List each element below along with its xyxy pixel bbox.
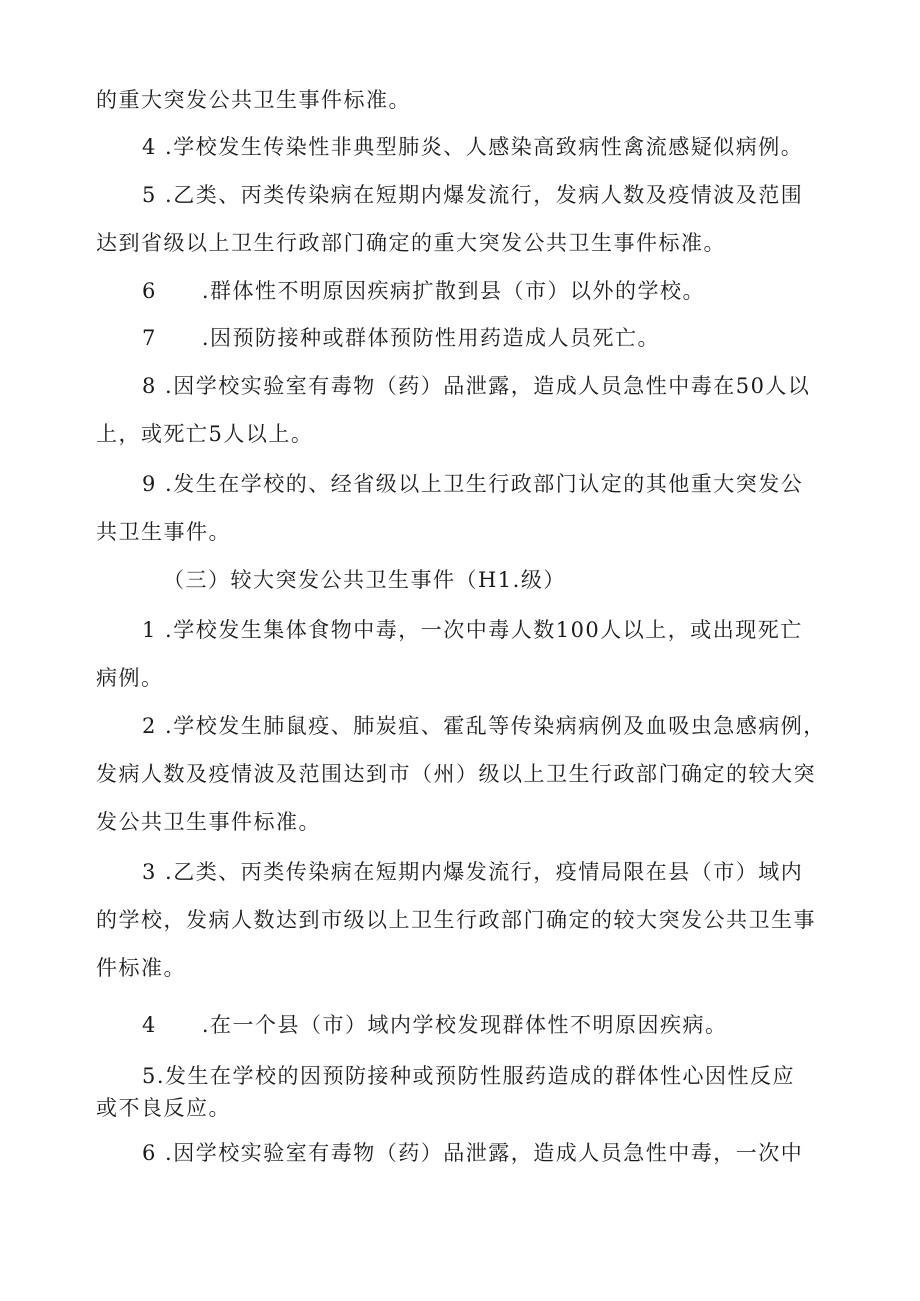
text-line: 的重大突发公共卫生事件标准。 — [96, 88, 411, 112]
text-line: 病例。 — [96, 666, 164, 690]
text-line: 达到省级以上卫生行政部门确定的重大突发公共卫生事件标准。 — [96, 231, 726, 255]
text-line: 9 .发生在学校的、经省级以上卫生行政部门认定的其他重大突发公 — [142, 472, 804, 496]
text-line: 件标准。 — [96, 956, 186, 980]
text-line: 发病人数及疫情波及范围达到市（州）级以上卫生行政部门确定的较大突 — [96, 762, 816, 786]
text-line: 6 .群体性不明原因疾病扩散到县（市）以外的学校。 — [142, 279, 706, 303]
text-line: 的学校，发病人数达到市级以上卫生行政部门确定的较大突发公共卫生事 — [96, 908, 816, 932]
text-line: 2 .学校发生肺鼠疫、肺炭疽、霍乱等传染病病例及血吸虫急感病例， — [142, 714, 826, 738]
text-line: 3 .乙类、丙类传染病在短期内爆发流行，疫情局限在县（市）域内 — [142, 860, 804, 884]
text-line: 5.发生在学校的因预防接种或预防性服药造成的群体性心因性反应 — [142, 1064, 796, 1088]
text-line: 4 .学校发生传染性非典型肺炎、人感染高致病性禽流感疑似病例。 — [142, 135, 804, 159]
text-line: 5 .乙类、丙类传染病在短期内爆发流行，发病人数及疫情波及范围 — [142, 183, 804, 207]
text-line: 或不良反应。 — [96, 1096, 231, 1120]
text-line: 6 .因学校实验室有毒物（药）品泄露，造成人员急性中毒，一次中 — [142, 1141, 804, 1165]
text-line: 上，或死亡5人以上。 — [96, 422, 314, 446]
text-line: 发公共卫生事件标准。 — [96, 810, 321, 834]
text-line: 8 .因学校实验室有毒物（药）品泄露，造成人员急性中毒在50人以 — [142, 374, 811, 398]
text-line: 共卫生事件。 — [96, 520, 231, 544]
section-heading: （三）较大突发公共卫生事件（H1.级） — [163, 568, 566, 592]
text-line: 4 .在一个县（市）域内学校发现群体性不明原因疾病。 — [142, 1013, 728, 1037]
text-line: 1 .学校发生集体食物中毒，一次中毒人数100人以上，或出现死亡 — [142, 618, 803, 642]
text-line: 7 .因预防接种或群体预防性用药造成人员死亡。 — [142, 326, 661, 350]
